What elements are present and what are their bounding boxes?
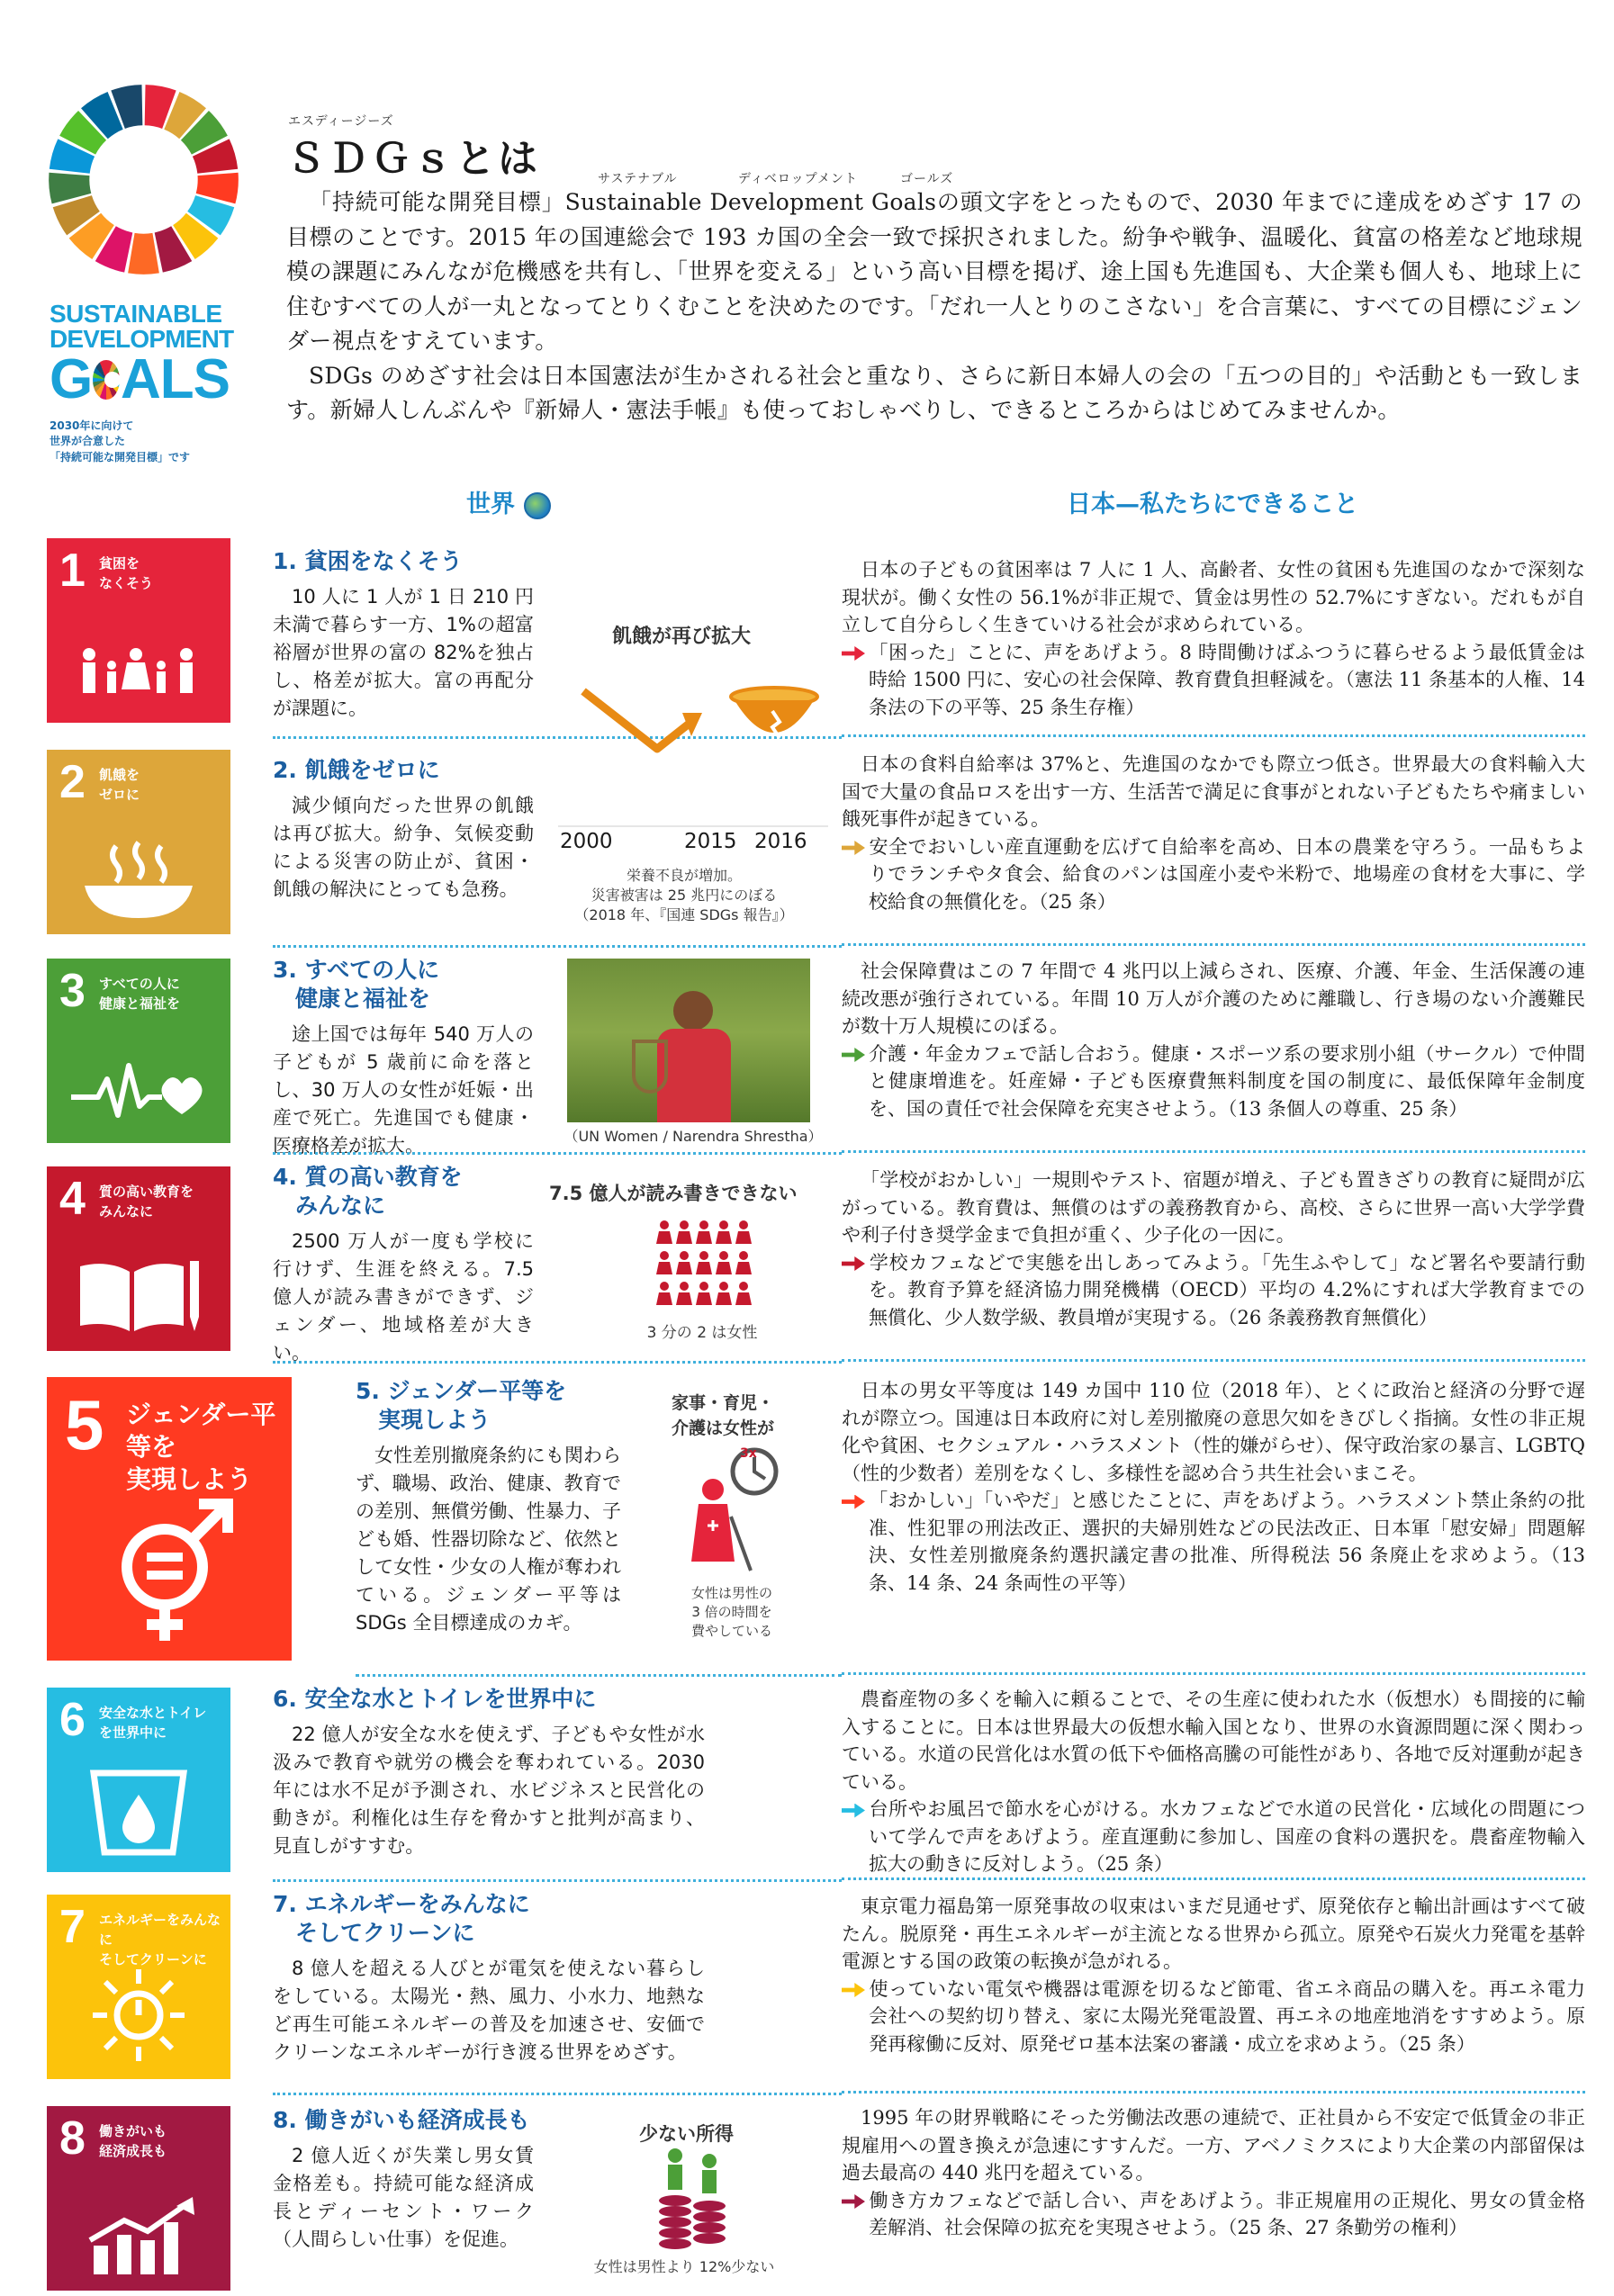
sdgs-brand: [50, 300, 234, 465]
person-icon: [676, 1220, 692, 1244]
japan-action-item: [842, 833, 1585, 916]
person-icon: [656, 1282, 672, 1305]
book-pencil-icon: [47, 1256, 230, 1340]
world-heading-label: 世界: [466, 491, 515, 518]
row-divider: [273, 1152, 842, 1155]
goal-1-heading: 1. 貧困をなくそう: [273, 548, 463, 574]
people-icon-grid: [650, 1213, 758, 1312]
photo-figure-body: [657, 1029, 731, 1122]
person-icon: [735, 1251, 752, 1274]
photo-credit: （UN Women / Narendra Shrestha）: [564, 1128, 823, 1145]
goal-5-tile: [47, 1377, 292, 1661]
goal-2-tile: [47, 750, 230, 934]
goal-icon-label: 飢餓を ゼロに: [99, 767, 140, 803]
row-divider: [273, 2093, 842, 2095]
row-divider: [273, 1879, 842, 1882]
japan-action-item: [842, 1249, 1585, 1332]
goal-1-tile: [47, 538, 230, 723]
japan-situation-text: 東京電力福島第一原発事故の収束はいまだ見通せず、原発依存と輸出計画はすべて破たん。脱原発・再生エネルギーが主流となる世界から孤立。原発や石炭火力発電を基幹電源とする国の政策の転換が急がれる。: [842, 1895, 1585, 1972]
bowl-icon: [731, 688, 817, 738]
photo-basket: [632, 1040, 668, 1094]
brand-line-1: SUSTAINABLE: [50, 300, 222, 328]
hunger-trend-line: [583, 691, 691, 749]
goal-6-japan-block: [842, 1686, 1585, 1878]
sdg-o-wheel-icon: [93, 360, 120, 400]
goal-5-world-text: 女性差別撤廃条約にも関わらず、職場、政治、健康、教育での差別、無償労働、性暴力、子ども婚、性器切除など、依然として女性・少女の人権が奪われている。ジェンダー平等は SDGs 全目標達成のカギ。: [356, 1445, 621, 1634]
goal-number: 2: [59, 756, 86, 808]
care-caption: 女性は男性の 3 倍の時間を 費やしている: [690, 1585, 772, 1639]
action-text: 「困った」ことに、声をあげよう。8 時間働けばふつうに暮らせるよう最低賃金は時給 1500 円に、安心の社会保障、教育費負担軽減を。（憲法 11 条基本的人権、14 条法の下の平等、25 条生存権）: [869, 641, 1585, 718]
goal-6-world-text: 22 億人が安全な水を使えず、子どもや女性が水汲みで教育や就労の機会を奪われている。2030 年には水不足が予測され、水ビジネスと民営化の動きが。利権化は生存を脅かすと批判が高まり、見直しがすすむ。: [273, 1724, 705, 1857]
japan-action-item: [842, 2187, 1585, 2242]
goal-8-tile: [47, 2106, 230, 2291]
action-text: 介護・年金カフェで話し合おう。健康・スポーツ系の要求別小組（サークル）で仲間と健康増進を。妊産婦・子ども医療費無料制度を国の制度に、最低保障年金制度を、国の責任で社会保障を充実させよう。（13 条個人の尊重、25 条）: [869, 1042, 1585, 1120]
japan-situation-text: 日本の子どもの貧困率は 7 人に 1 人、高齢者、女性の貧困も先進国のなかで深刻な現状が。働く女性の 56.1%が非正規で、賃金は男性の 52.7%にすぎない。だれもが自立して自分らしく生きていける社会が求められている。: [842, 559, 1585, 635]
goal-3-heading: 3. すべての人に 健康と福祉を: [273, 957, 440, 1012]
care-badge: 3x: [740, 1446, 757, 1461]
japan-situation-text: 日本の男女平等度は 149 カ国中 110 位（2018 年）、とくに政治と経済の分野で遅れが際立つ。国連は日本政府に対し差別撤廃の意思欠如をきびしく指摘。女性の非正規化や貧困、セクシュアル・ハラスメント（性的嫌がらせ）、保守政治家の暴言、LGBTQ（性的少数者）差別をなくし、多様性を認め合う共生社会いまこそ。: [842, 1380, 1585, 1484]
row-divider: [842, 1877, 1585, 1880]
row-divider: [842, 1150, 1585, 1153]
goal-3-japan-block: [842, 958, 1585, 1122]
goal-4-heading: 4. 質の高い教育を みんなに: [273, 1164, 463, 1219]
japan-situation-text: 社会保障費はこの 7 年間で 4 兆円以上減らされ、医療、介護、年金、生活保護の連続改悪が強行されている。年間 10 万人が介護のために離職し、行き場のない介護難民が数十万人規模にのぼる。: [842, 960, 1585, 1037]
row-divider: [842, 1672, 1585, 1675]
pointing-hand-icon: [842, 1804, 865, 1818]
goal-icon-label: ジェンダー平等を 実現しよう: [126, 1400, 276, 1494]
goal-8-world-text: 2 億人近くが失業し男女賃金格差も。持続可能な経済成長とディーセント・ワーク（人間らしい仕事）を促進。: [273, 2145, 534, 2250]
action-text: 安全でおいしい産直運動を広げて自給率を高め、日本の農業を守ろう。一品もちよりでランチやタ食会、給食のパンは国産小麦や米粉で、地場産の食材を大事に、学校給食の無償化を。（25 条）: [869, 835, 1585, 913]
intro-paragraph-1: 「持続可能な開発目標」Sustainable Development Goalsの頭文字をとったもので、2030 年までに達成をめざす 17 の目標のことです。2015 年の国連総会で 193 カ国の全会一致で採択されました。紛争や戦争、温暖化、貧富の格差など地球規模の課題にみんなが危機感を共有し、「世界を変える」という高い目標を掲げ、途上国も先進国も、大企業も個人も、地球上に住むすべての人が一丸となってとりくむことを決めたのです。「だれ一人とりのこさない」を合言葉に、すべての目標にジェンダー視点をすえています。: [286, 189, 1582, 354]
person-icon: [735, 1220, 752, 1244]
literacy-title: 7.5 億人が読み書きできない: [549, 1183, 798, 1204]
brand-sub-2: 世界が合意した: [50, 435, 126, 448]
pointing-hand-icon: [842, 646, 865, 661]
goal-4-japan-block: [842, 1166, 1585, 1331]
person-icon: [735, 1282, 752, 1305]
hunger-year-2015: 2015: [684, 830, 737, 853]
action-text: 使っていない電気や機器は電源を切るなど節電、省エネ商品の購入を。再エネ電力会社への契約切り替え、家に太陽光発電設置、再エネの地産地消をすすめよう。原発再稼働に反対、原発ゼロ基本法案の審議・成立を求めよう。（25 条）: [869, 1977, 1585, 2055]
goal-8-japan-block: [842, 2104, 1585, 2242]
brand-g: G: [50, 348, 93, 410]
goal-4-tile: [47, 1166, 230, 1351]
woman-photo-image: [567, 959, 810, 1122]
brand-als: ALS: [121, 348, 230, 410]
goal-2-world-text: 減少傾向だった世界の飢餓は再び拡大。紛争、気候変動による災害の防止が、貧困・飢餓の解決にとっても急務。: [273, 795, 534, 900]
goal-7-heading: 7. エネルギーをみんなに そしてクリーンに: [273, 1891, 530, 1946]
goal-3-tile: [47, 959, 230, 1143]
care-title: 家事・育児・ 介護は女性が: [672, 1393, 775, 1438]
bowl-icon: [47, 839, 230, 923]
page-title: ＳＤＧｓとは: [286, 136, 540, 182]
brand-sub-1: 2030年に向けて: [50, 419, 134, 432]
globe-icon: [524, 492, 551, 519]
pointing-hand-icon: [842, 841, 865, 855]
japan-situation-text: 農畜産物の多くを輸入に頼ることで、その生産に使われた水（仮想水）も間接的に輸入することに。日本は世界最大の仮想水輸入国となり、世界の水資源問題に深く関わっている。水道の民営化は水質の低下や価格高騰の可能性があり、各地で反対運動が起きている。: [842, 1688, 1585, 1793]
goal-2-japan-block: [842, 751, 1585, 915]
action-text: 「おかしい」「いやだ」と感じたことに、声をあげよう。ハラスメント禁止条約の批准、性犯罪の刑法改正、選択的夫婦別姓などの民法改正、日本軍「慰安婦」問題解決、女性差別撤廃条約選択議定書の批准、所得税法 56 条廃止を求めよう。（13 条、14 条、24 条両性の平等）: [869, 1490, 1585, 1594]
literacy-caption: 3 分の 2 は女性: [646, 1324, 758, 1342]
action-text: 台所やお風呂で節水を心がける。水カフェなどで水道の民営化・広域化の問題について学んで声をあげよう。産直運動に参加し、国産の食料の選択を。農畜産物輸入拡大の動きに反対しよう。（25 条）: [869, 1798, 1585, 1875]
hunger-caption: 栄養不良が増加。 災害被害は 25 兆円にのぼる （2018 年、『国連 SDGs 報告』）: [574, 867, 794, 923]
brand-sub-3: 「持続可能な開発目標」です: [50, 450, 191, 464]
japan-action-item: [842, 1040, 1585, 1123]
goal-5-japan-block: [842, 1377, 1585, 1597]
person-icon: [656, 1251, 672, 1274]
ruby-goals: ゴールズ: [900, 172, 954, 186]
photo-figure-head: [673, 991, 713, 1031]
action-text: 働き方カフェなどで話し合い、声をあげよう。非正規雇用の正規化、男女の賃金格差解消、社会保障の拡充を実現させよう。（25 条、27 条勤労の権利）: [869, 2189, 1585, 2238]
goal-number: 4: [59, 1173, 86, 1225]
growth-chart-icon: [47, 2195, 230, 2280]
goal-number: 7: [59, 1901, 86, 1953]
world-column-heading: [466, 484, 551, 519]
hunger-title: 飢餓が再び拡大: [612, 626, 752, 648]
goal-icon-label: エネルギーをみんなに そしてクリーンに: [99, 1912, 221, 1967]
row-divider: [842, 943, 1585, 946]
pointing-hand-icon: [842, 2194, 865, 2209]
goal-icon-label: 貧困を なくそう: [99, 555, 154, 591]
japan-action-item: [842, 1487, 1585, 1597]
goal-1-japan-block: [842, 556, 1585, 721]
goal-number: 5: [65, 1385, 104, 1464]
goal-4-world-text: 2500 万人が一度も学校に行けず、生涯を終える。7.5 億人が読み書きができず、ジェンダー、地域格差が大きい。: [273, 1230, 534, 1364]
sun-power-icon: [47, 1966, 230, 2068]
goal-icon-label: すべての人に 健康と福祉を: [99, 976, 181, 1012]
japan-action-item: [842, 639, 1585, 722]
goal-7-japan-block: [842, 1893, 1585, 2057]
person-icon: [716, 1251, 732, 1274]
goal-icon-label: 質の高い教育を みんなに: [99, 1184, 194, 1220]
goal-number: 3: [59, 965, 86, 1017]
goal-2-heading: 2. 飢餓をゼロに: [273, 757, 440, 783]
person-icon: [676, 1251, 692, 1274]
water-drop-icon: [47, 1768, 230, 1861]
gender-equality-icon: [47, 1493, 292, 1650]
row-divider: [273, 1361, 842, 1364]
action-text: 学校カフェなどで実態を出しあってみよう。「先生ふやして」など署名や要請行動を。教育予算を経済協力開発機構（OECD）平均の 4.2%にすれば大学教育までの無償化、少人数学級、教員増が実現する。（26 条義務教育無償化）: [869, 1251, 1585, 1328]
goal-6-heading: 6. 安全な水とトイレを世界中に: [273, 1686, 597, 1712]
pointing-hand-icon: [842, 1256, 865, 1271]
goal-number: 1: [59, 545, 86, 597]
hunger-year-2016: 2016: [754, 830, 807, 853]
person-icon: [696, 1282, 712, 1305]
brand-line-3: [50, 348, 230, 410]
brand-sub: [50, 419, 230, 465]
intro-text: [286, 185, 1582, 428]
row-divider: [842, 734, 1585, 737]
japan-action-item: [842, 1976, 1585, 2058]
income-caption: 女性は男性より 12%少ない: [593, 2258, 775, 2275]
pointing-hand-icon: [842, 1983, 865, 1997]
caregiver-clock-icon: [686, 1445, 785, 1580]
japan-situation-text: 日本の食料自給率は 37%と、先進国のなかでも際立つ低さ。世界最大の食料輸入大国で大量の食品ロスを出す一方、生活苦で満足に食事がとれない子どもたちや痛ましい餓死事件が起きている。: [842, 753, 1585, 830]
goal-5-heading: 5. ジェンダー平等を 実現しよう: [356, 1378, 567, 1433]
goal-7-tile: [47, 1895, 230, 2079]
ruby-sustainable: サステナブル: [598, 172, 678, 186]
japan-column-heading: 日本—私たちにできること: [1067, 491, 1358, 518]
goal-7-world-text: 8 億人を超える人びとが電気を使えない暮らしをしている。太陽光・熱、風力、小水力、地熱など再生可能エネルギーの普及を加速させ、安価でクリーンなエネルギーが行き渡る世界をめざす。: [273, 1958, 705, 2063]
person-icon: [696, 1251, 712, 1274]
person-icon: [656, 1220, 672, 1244]
hunger-trend-chart: [558, 666, 828, 828]
japan-situation-text: 「学校がおかしい」一規則やテスト、宿題が増え、子ども置きざりの教育に疑問が広がっている。教育費は、無償のはずの義務教育から、高校、さらに世界一高い大学学費や利子付き奨学金まで負担が重く、少子化の一因に。: [842, 1169, 1585, 1246]
coins-people-icon: [653, 2147, 734, 2255]
person-icon: [676, 1282, 692, 1305]
hunger-year-2000: 2000: [560, 830, 613, 853]
row-divider: [842, 1359, 1585, 1362]
person-icon: [716, 1220, 732, 1244]
goal-number: 6: [59, 1694, 86, 1746]
person-icon: [696, 1220, 712, 1244]
ruby-development: ディベロップメント: [738, 172, 859, 186]
goal-number: 8: [59, 2112, 86, 2165]
brand-line-2: DEVELOPMENT: [50, 325, 234, 353]
ruby-sdgs: エスディージーズ: [288, 114, 394, 129]
person-icon: [716, 1282, 732, 1305]
sdg-wheel-logo: [47, 83, 240, 276]
family-icon: [47, 645, 230, 712]
wheel-segment: [128, 233, 159, 275]
income-title: 少ない所得: [639, 2123, 734, 2145]
goal-icon-label: 働きがいも 経済成長も: [99, 2123, 167, 2159]
row-divider: [356, 1674, 842, 1677]
goal-3-world-text: 途上国では毎年 540 万人の子どもが 5 歳前に命を落とし、30 万人の女性が妊娠・出産で死亡。先進国でも健康・医療格差が拡大。: [273, 1023, 534, 1157]
pointing-hand-icon: [842, 1048, 865, 1062]
goal-6-tile: [47, 1688, 230, 1872]
intro-paragraph-2: SDGs のめざす社会は日本国憲法が生かされる社会と重なり、さらに新日本婦人の会の「五つの目的」や活動とも一致します。新婦人しんぶんや『新婦人・憲法手帳』も使っておしゃべりし、できるところからはじめてみませんか。: [286, 362, 1582, 423]
goal-8-heading: 8. 働きがいも経済成長も: [273, 2107, 530, 2133]
japan-action-item: [842, 1796, 1585, 1878]
heartbeat-icon: [47, 1057, 230, 1132]
pointing-hand-icon: [842, 1495, 865, 1509]
row-divider: [273, 945, 842, 948]
row-divider: [842, 2091, 1585, 2093]
goal-icon-label: 安全な水とトイレ を世界中に: [99, 1705, 207, 1741]
goal-1-world-text: 10 人に 1 人が 1 日 210 円未満で暮らす一方、1%の超富裕層が世界の富の 82%を独占し、格差が拡大。富の再配分が課題に。: [273, 586, 534, 719]
japan-situation-text: 1995 年の財界戦略にそった労働法改悪の連続で、正社員から不安定で低賃金の非正規雇用への置き換えが急速にすすんだ。一方、アベノミクスにより大企業の内部留保は過去最高の 440 兆円を超えている。: [842, 2107, 1585, 2183]
